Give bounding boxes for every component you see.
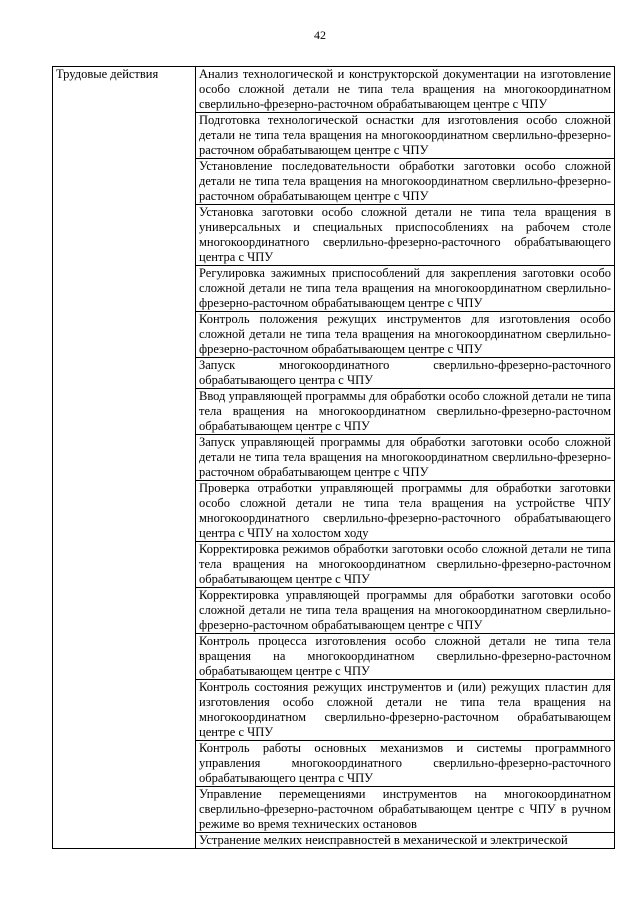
duty-item: Анализ технологической и конструкторской документации на изготовление особо сложной детали не типа тела вращения на многокоординатном сверлильно-фрезерно-расточном обрабатывающем центре с ЧПУ — [196, 67, 615, 113]
duty-item: Устранение мелких неисправностей в механической и электрической — [196, 833, 615, 849]
duty-item: Запуск управляющей программы для обработки заготовки особо сложной детали не типа тела вращения на многокоординатном сверлильно-фрезерно-расточном обрабатывающем центре с ЧПУ — [196, 435, 615, 481]
duty-item: Контроль состояния режущих инструментов и (или) режущих пластин для изготовления особо сложной детали не типа тела вращения на многокоординатном сверлильно-фрезерно-расточном обрабатывающем центре с ЧПУ — [196, 680, 615, 741]
duty-item: Подготовка технологической оснастки для изготовления особо сложной детали не типа тела вращения на многокоординатном сверлильно-фрезерно-расточном обрабатывающем центре с ЧПУ — [196, 113, 615, 159]
duty-item: Контроль положения режущих инструментов для изготовления особо сложной детали не типа тела вращения на многокоординатном сверлильно-фрезерно-расточном обрабатывающем центре с ЧПУ — [196, 312, 615, 358]
duty-item: Установка заготовки особо сложной детали не типа тела вращения в универсальных и специальных приспособлениях на рабочем столе многокоординатного сверлильно-фрезерно-расточного обрабатывающего центра с ЧПУ — [196, 205, 615, 266]
table-row — [53, 67, 615, 113]
duty-item: Контроль работы основных механизмов и системы программного управления многокоординатного сверлильно-фрезерно-расточного обрабатывающего центра с ЧПУ — [196, 741, 615, 787]
page-number: 42 — [314, 28, 326, 42]
duty-item: Запуск многокоординатного сверлильно-фрезерно-расточного обрабатывающего центра с ЧПУ — [196, 358, 615, 389]
duty-item: Корректировка управляющей программы для обработки заготовки особо сложной детали не типа тела вращения на многокоординатном сверлильно-фрезерно-расточном обрабатывающем центре с ЧПУ — [196, 588, 615, 634]
labor-actions-table — [52, 66, 615, 849]
duty-item: Регулировка зажимных приспособлений для закрепления заготовки особо сложной детали не типа тела вращения на многокоординатном сверлильно-фрезерно-расточном обрабатывающем центре с ЧПУ — [196, 266, 615, 312]
row-label: Трудовые действия — [53, 67, 196, 849]
duty-item: Контроль процесса изготовления особо сложной детали не типа тела вращения на многокоординатном сверлильно-фрезерно-расточном обрабатывающем центре с ЧПУ — [196, 634, 615, 680]
duty-item: Установление последовательности обработки заготовки особо сложной детали не типа тела вращения на многокоординатном сверлильно-фрезерно-расточном обрабатывающем центре с ЧПУ — [196, 159, 615, 205]
duty-item: Ввод управляющей программы для обработки особо сложной детали не типа тела вращения на многокоординатном сверлильно-фрезерно-расточном обрабатывающем центре с ЧПУ — [196, 389, 615, 435]
duty-item: Проверка отработки управляющей программы для обработки заготовки особо сложной детали не типа тела вращения на устройстве ЧПУ многокоординатного сверлильно-фрезерно-расточного обрабатывающего центра с ЧПУ на холостом ходу — [196, 481, 615, 542]
duty-item: Управление перемещениями инструментов на многокоординатном сверлильно-фрезерно-расточном обрабатывающем центре с ЧПУ в ручном режиме во время технических остановов — [196, 787, 615, 833]
duty-item: Корректировка режимов обработки заготовки особо сложной детали не типа тела вращения на многокоординатном сверлильно-фрезерно-расточном обрабатывающем центре с ЧПУ — [196, 542, 615, 588]
